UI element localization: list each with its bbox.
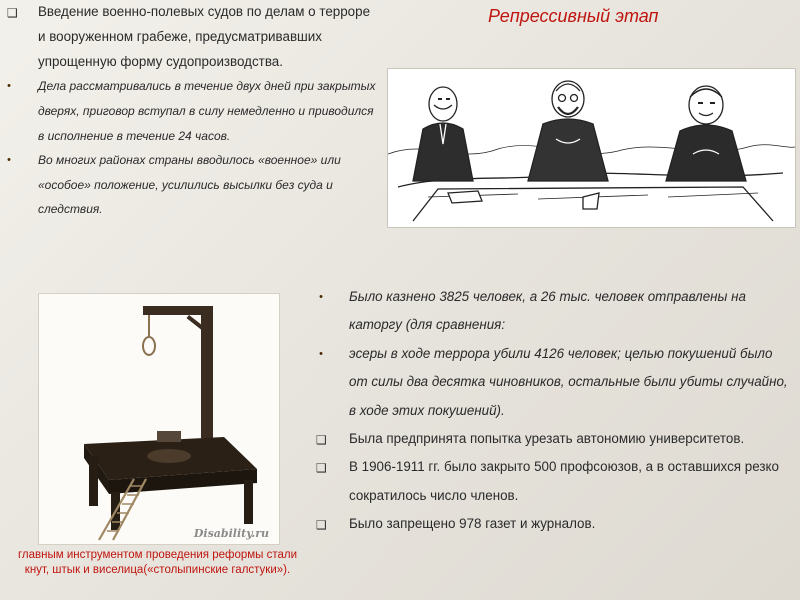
bullet-text: Дела рассматривались в течение двух дней при закрытых дверях, приговор вступал в силу немедленно и приводился в исполнение в течение 24 часов. (38, 79, 376, 143)
right-bullet-4 (316, 453, 794, 510)
square-bullet-icon: ❑ (316, 433, 327, 448)
dot-bullet-icon: • (319, 347, 323, 360)
bullet-text: В 1906-1911 гг. было закрыто 500 профсоюзов, а в оставшихся резко сократилось число членов. (349, 459, 779, 503)
left-bullet-list (7, 0, 378, 222)
right-bullet-3 (316, 425, 794, 453)
courtroom-cartoon-image (387, 68, 796, 228)
bullet-text: Было казнено 3825 человек, а 26 тыс. человек отправлены на каторгу (для сравнения: (349, 289, 746, 333)
bullet-text: эсеры в ходе террора убили 4126 человек; целью покушений было от силы два десятка чиновников, остальные были убиты случайно, в ходе этих покушений). (349, 345, 788, 418)
right-bullet-2 (319, 340, 794, 425)
left-bullet-3 (7, 148, 378, 222)
square-bullet-icon: ❑ (316, 518, 327, 533)
dot-bullet-icon: • (7, 154, 11, 167)
slide-title: Репрессивный этап (488, 6, 659, 26)
square-bullet-icon: ❑ (7, 6, 18, 20)
dot-bullet-icon: • (319, 291, 323, 303)
bullet-text: Во многих районах страны вводилось «военное» или «особое» положение, усилились высылки без суда и следствия. (38, 153, 341, 217)
bullet-text: Была предпринята попытка урезать автономию университетов. (349, 431, 745, 447)
bullet-text: Введение военно-полевых судов по делам о терроре и вооруженном грабеже, предусматривавших упрощенную форму судопроизводства. (38, 4, 371, 69)
right-bullet-1 (319, 283, 794, 340)
right-bullet-list (316, 283, 794, 539)
right-bullet-5 (316, 510, 794, 538)
dot-bullet-icon: • (7, 80, 11, 93)
left-bullet-1 (7, 0, 378, 74)
square-bullet-icon: ❑ (316, 461, 327, 476)
photo-caption: главным инструментом проведения реформы стали кнут, штык и виселица(«столыпинские галстуки»). (17, 549, 298, 576)
gallows-photo (38, 293, 280, 545)
photo-watermark: Disability.ru (193, 527, 269, 540)
left-bullet-2 (7, 74, 378, 148)
bullet-text: Было запрещено 978 газет и журналов. (349, 516, 596, 532)
